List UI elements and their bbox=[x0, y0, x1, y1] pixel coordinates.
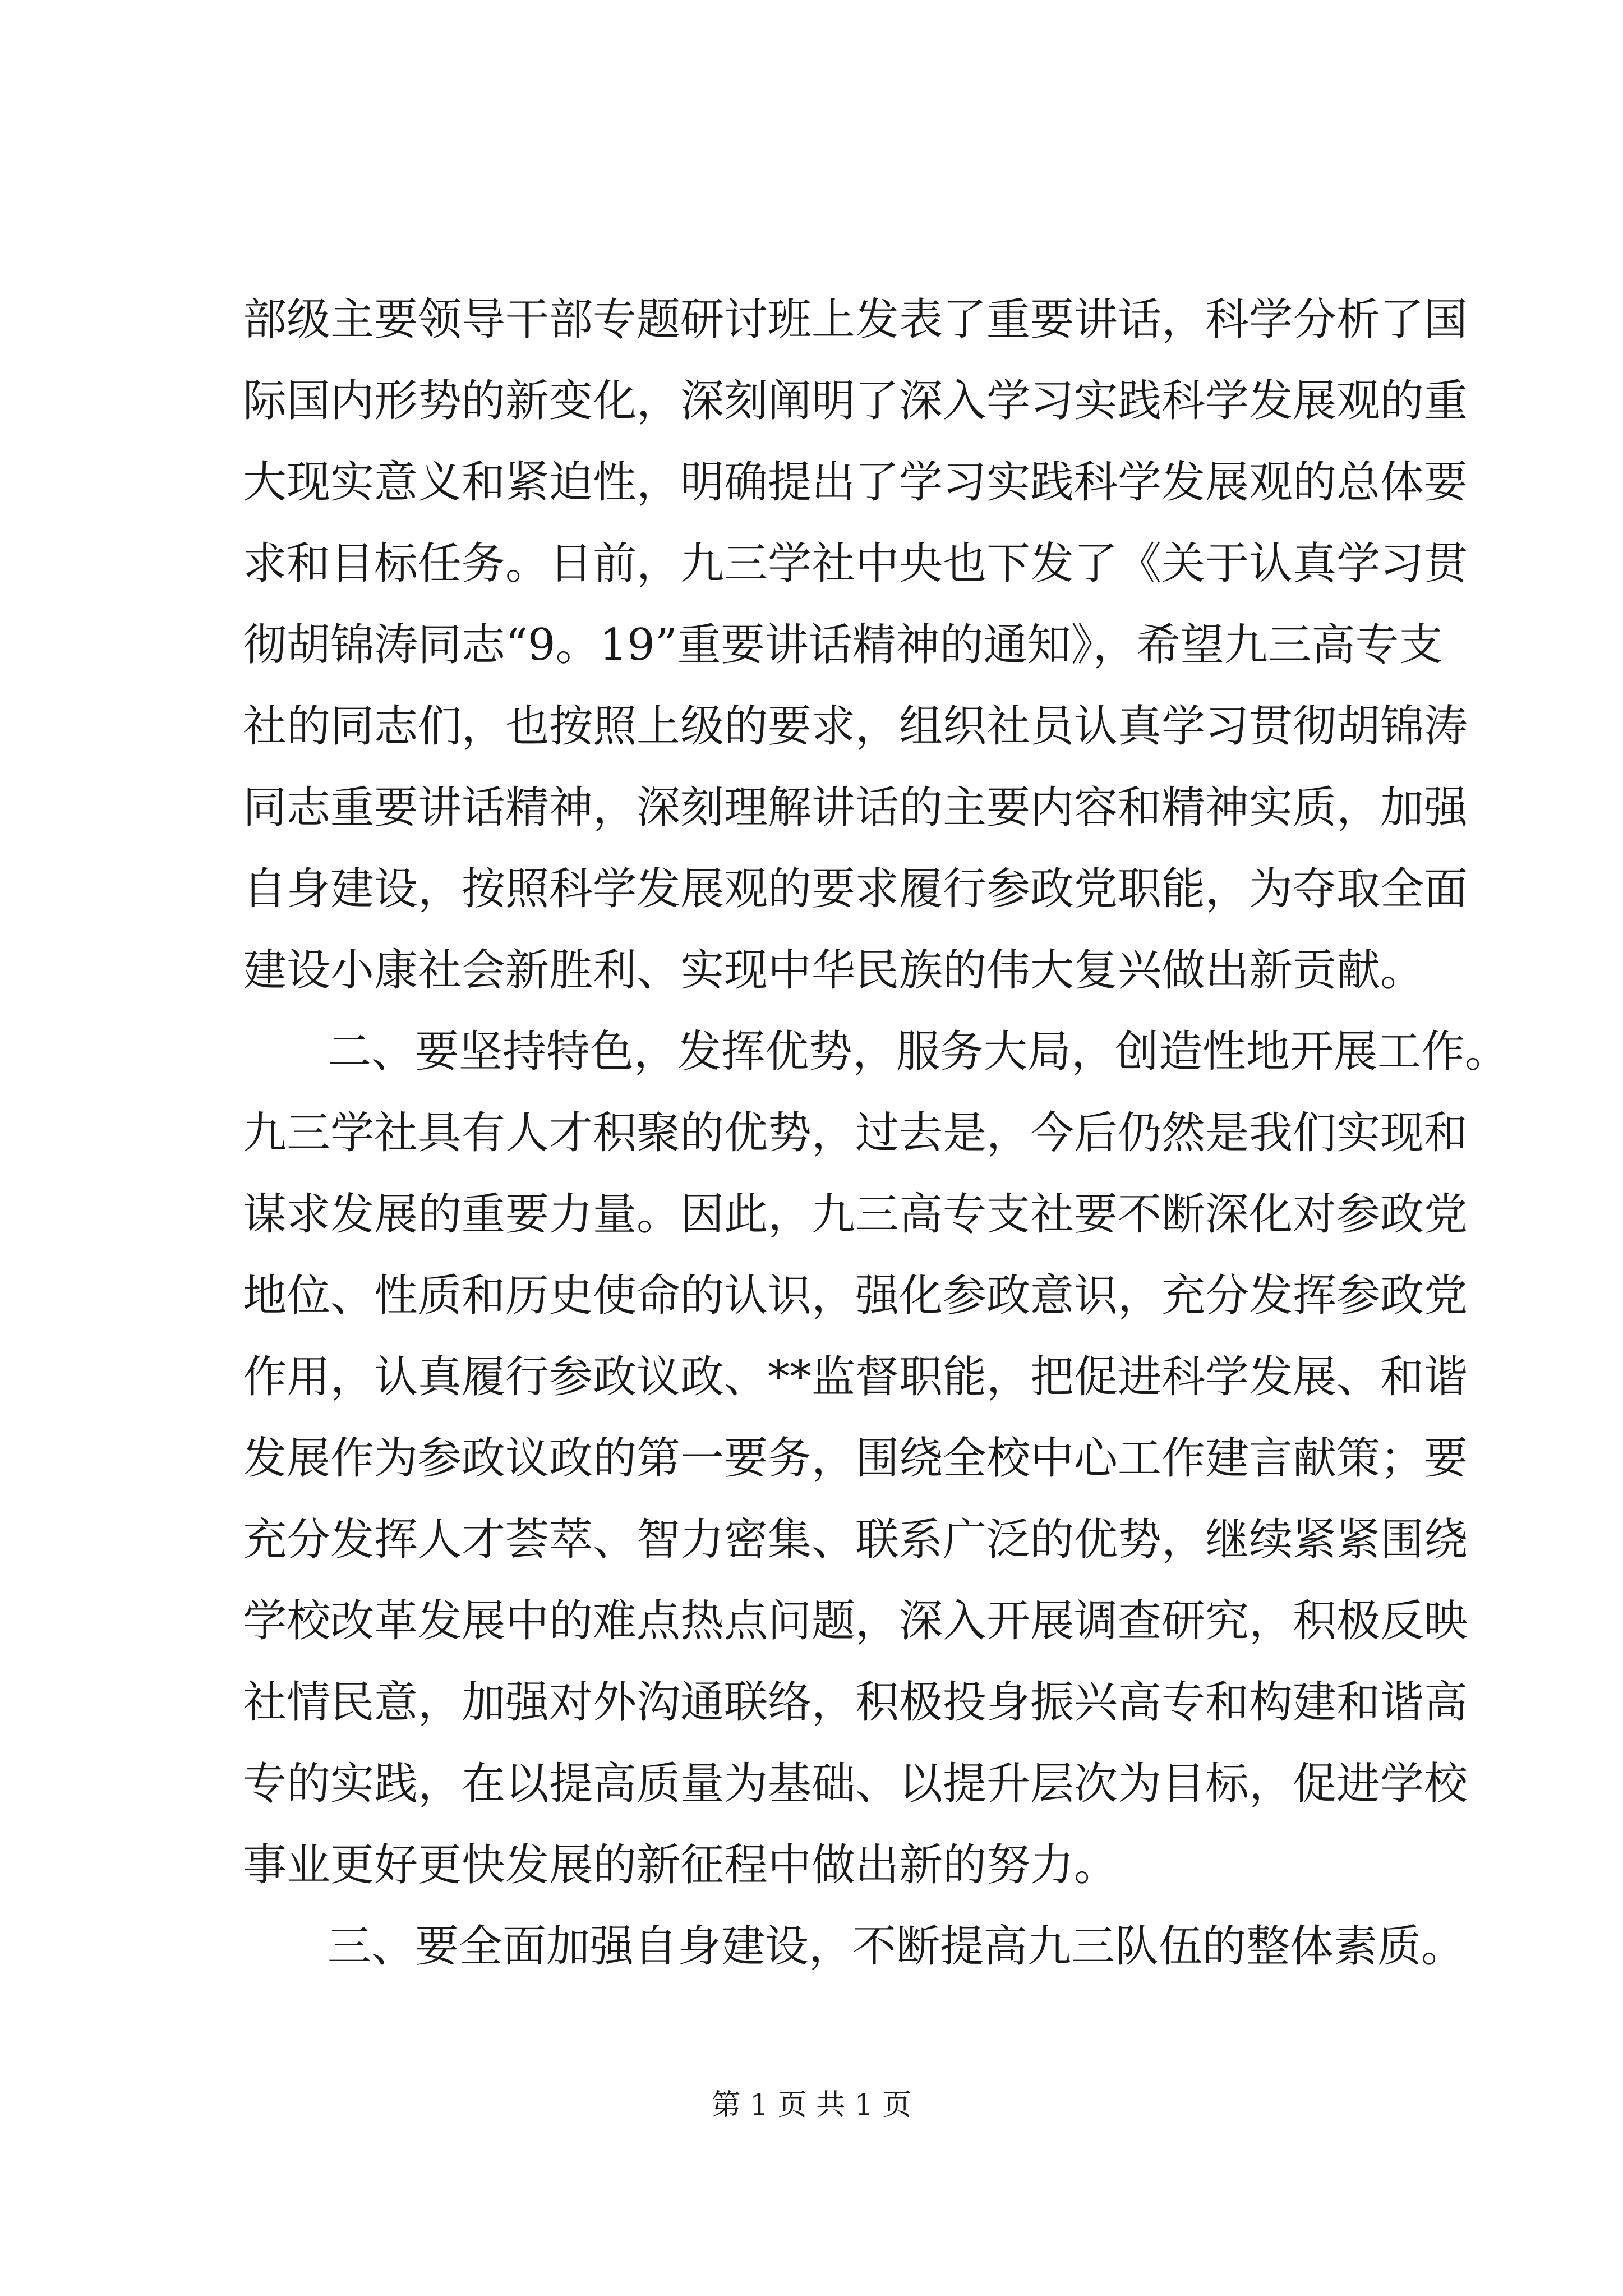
paragraph-1-line-6: 社的同志们，也按照上级的要求，组织社员认真学习贯彻胡锦涛 bbox=[243, 701, 1468, 752]
paragraph-2-line-4: 地位、性质和历史使命的认识，强化参政意识，充分发挥参政党 bbox=[243, 1271, 1468, 1321]
paragraph-2-line-7: 充分发挥人才荟萃、智力密集、联系广泛的优势，继续紧紧围绕 bbox=[243, 1515, 1468, 1565]
paragraph-2-line-5: 作用，认真履行参政议政、**监督职能，把促进科学发展、和谐 bbox=[243, 1352, 1468, 1402]
paragraph-1-line-8: 自身建设，按照科学发展观的要求履行参政党职能，为夺取全面 bbox=[243, 864, 1468, 914]
page-footer: 第 1 页 共 1 页 bbox=[711, 2088, 912, 2122]
paragraph-2-line-11: 事业更好更快发展的新征程中做出新的努力。 bbox=[243, 1840, 1118, 1890]
paragraph-1-line-5: 彻胡锦涛同志“9。19”重要讲话精神的通知》，希望九三高专支 bbox=[243, 620, 1443, 670]
paragraph-1-line-4: 求和目标任务。日前，九三学社中央也下发了《关于认真学习贯 bbox=[243, 539, 1468, 589]
paragraph-2-line-10: 专的实践，在以提高质量为基础、以提升层次为目标，促进学校 bbox=[243, 1759, 1468, 1809]
paragraph-2-line-6: 发展作为参政议政的第一要务，围绕全校中心工作建言献策；要 bbox=[243, 1433, 1468, 1484]
paragraph-1-line-7: 同志重要讲话精神，深刻理解讲话的主要内容和精神实质，加强 bbox=[243, 783, 1468, 833]
paragraph-2-line-2: 九三学社具有人才积聚的优势，过去是，今后仍然是我们实现和 bbox=[243, 1108, 1468, 1158]
paragraph-3-line-1: 三、要全面加强自身建设，不断提高九三队伍的整体素质。 bbox=[328, 1921, 1465, 1972]
paragraph-2-line-1: 二、要坚持特色，发挥优势，服务大局，创造性地开展工作。 bbox=[328, 1027, 1509, 1077]
paragraph-1-line-3: 大现实意义和紧迫性，明确提出了学习实践科学发展观的总体要 bbox=[243, 457, 1468, 508]
paragraph-2-line-3: 谋求发展的重要力量。因此，九三高专支社要不断深化对参政党 bbox=[243, 1189, 1468, 1240]
paragraph-1-line-1: 部级主要领导干部专题研讨班上发表了重要讲话，科学分析了国 bbox=[243, 295, 1468, 345]
paragraph-2-line-8: 学校改革发展中的难点热点问题，深入开展调查研究，积极反映 bbox=[243, 1596, 1468, 1646]
paragraph-1-line-2: 际国内形势的新变化，深刻阐明了深入学习实践科学发展观的重 bbox=[243, 376, 1468, 426]
paragraph-1-line-9: 建设小康社会新胜利、实现中华民族的伟大复兴做出新贡献。 bbox=[243, 945, 1424, 996]
paragraph-2-line-9: 社情民意，加强对外沟通联络，积极投身振兴高专和构建和谐高 bbox=[243, 1677, 1468, 1728]
